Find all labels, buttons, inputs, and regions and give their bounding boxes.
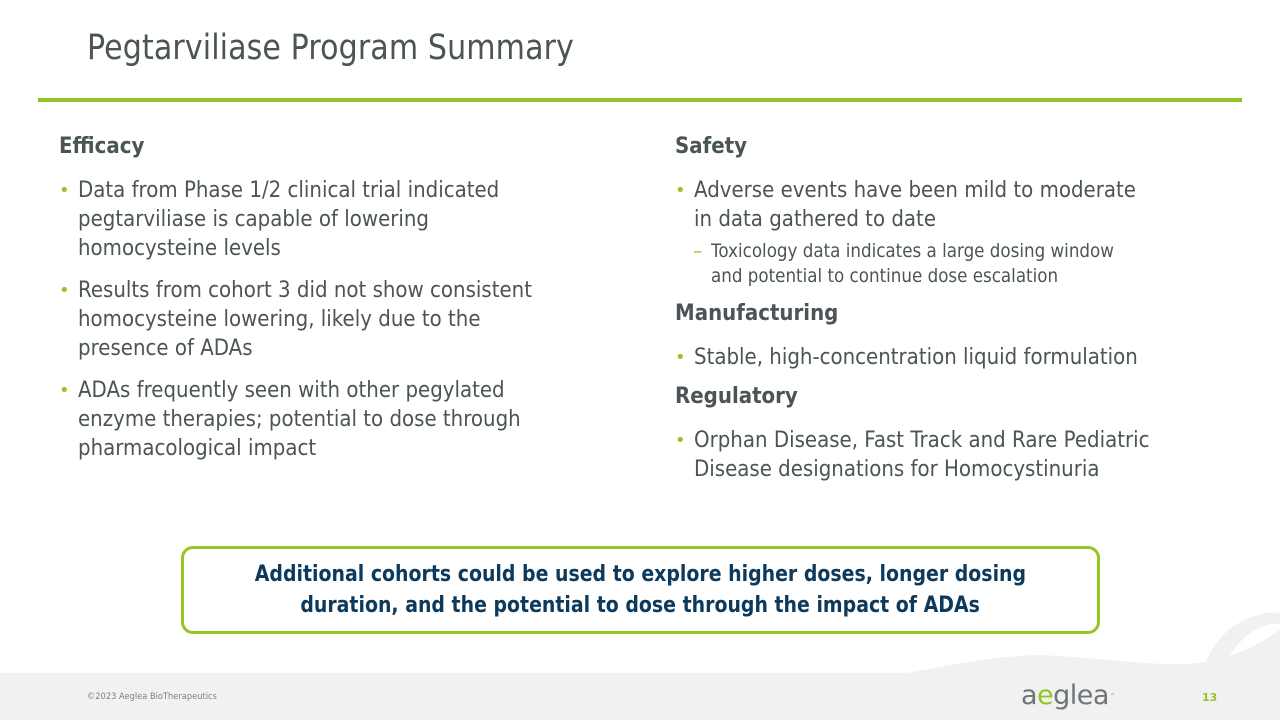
safety-heading: Safety (675, 134, 748, 159)
safety-sub-bullet-1: – Toxicology data indicates a large dosing window and potential to continue dose escalation (693, 240, 1114, 287)
callout-line-1: Additional cohorts could be used to explore higher doses, longer dosing (254, 562, 1027, 587)
efficacy-column (59, 134, 619, 463)
callout-box (181, 546, 1100, 634)
regulatory-bullet-1: • Orphan Disease, Fast Track and Rare Pediatric Disease designations for Homocystinuria (675, 428, 1150, 482)
trademark-icon: ™ (1109, 693, 1115, 699)
efficacy-bullet-3: • ADAs frequently seen with other pegylated enzyme therapies; potential to dose through pharmacological impact (59, 378, 521, 461)
manufacturing-bullet-1: • Stable, high-concentration liquid formulation (675, 345, 1138, 370)
right-column (675, 134, 1235, 484)
safety-bullet-1: • Adverse events have been mild to moderate in data gathered to date (675, 178, 1136, 232)
logo-letter-e: e (1037, 680, 1054, 711)
bullet-icon: • (59, 180, 70, 201)
bullet-icon: • (59, 380, 70, 401)
logo-wordmark: glea (1053, 680, 1109, 711)
efficacy-bullet-2: • Results from cohort 3 did not show consistent homocysteine lowering, likely due to the presence of ADAs (59, 278, 532, 361)
title-divider (38, 98, 1242, 102)
copyright-text: ©2023 Aeglea BioTherapeutics (87, 692, 217, 702)
bullet-icon: • (59, 280, 70, 301)
slide-title: Pegtarviliase Program Summary (87, 28, 574, 68)
bullet-icon: • (675, 430, 686, 451)
manufacturing-heading: Manufacturing (675, 301, 839, 326)
regulatory-heading: Regulatory (675, 384, 798, 409)
callout-line-2: duration, and the potential to dose through the impact of ADAs (300, 593, 981, 618)
page-number: 13 (1202, 691, 1218, 704)
bullet-icon: • (675, 347, 686, 368)
logo-letter-a: a (1021, 680, 1038, 711)
efficacy-bullet-1: • Data from Phase 1/2 clinical trial indicated pegtarviliase is capable of lowering homocysteine levels (59, 178, 500, 261)
efficacy-heading: Efficacy (59, 134, 145, 159)
bullet-icon: • (675, 180, 686, 201)
dash-icon: – (693, 240, 703, 262)
company-logo (1021, 677, 1114, 709)
